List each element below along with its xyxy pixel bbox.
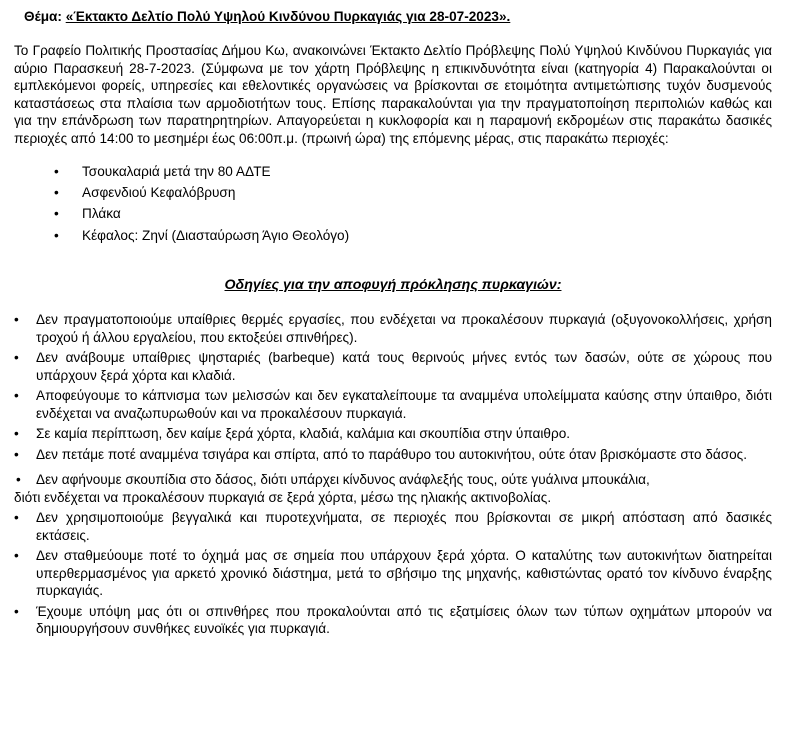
list-item: • Δεν πετάμε ποτέ αναμμένα τσιγάρα και σπίρτα, από το παράθυρο του αυτοκινήτου, ούτε όταν βρισκόμαστε στο δάσος. [14,446,772,464]
list-item: • Δεν σταθμεύουμε ποτέ το όχημά μας σε σημεία που υπάρχουν ξερά χόρτα. Ο καταλύτης των αυτοκινήτων διατηρείται υπερθερμασμένος για αρκετό χρονικό διάστημα, μετά το σβήσιμο της μηχανής, καθιστώντας ορατό τον κίνδυνο έναρξης πυρκαγιάς. [14,547,772,600]
subject-title: «Έκτακτο Δελτίο Πολύ Υψηλού Κινδύνου Πυρκαγιάς για 28-07-2023». [65,9,511,24]
list-item: • Σε καμία περίπτωση, δεν καίμε ξερά χόρτα, κλαδιά, καλάμια και σκουπίδια στην ύπαιθρο. [14,425,772,443]
restricted-areas-list [14,163,772,248]
list-item: • Δεν ανάβουμε υπαίθριες ψησταριές (barbeque) κατά τους θερινούς μήνες εντός των δασών, ούτε σε χώρους που υπάρχουν ξερά χόρτα και κλαδιά. [14,349,772,384]
list-item: • Ασφενδιού Κεφαλόβρυση [54,184,772,205]
garbage-rule-first-line: • Δεν αφήνουμε σκουπίδια στο δάσος, διότι υπάρχει κίνδυνος ανάφλεξής τους, ούτε γυάλινα μπουκάλια, [14,471,772,489]
list-item: • Δεν χρησιμοποιούμε βεγγαλικά και πυροτεχνήματα, σε περιοχές που βρίσκονται σε μικρή απόσταση από δασικές εκτάσεις. [14,509,772,544]
fire-prevention-rules-list [14,311,772,638]
list-item: • Έχουμε υπόψη μας ότι οι σπινθήρες που προκαλούνται από τις εξατμίσεις όλων των τύπων οχημάτων μπορούν να δημιουργήσουν συνθήκες ευνοϊκές για πυρκαγιά. [14,603,772,638]
subject-line [14,8,772,28]
list-item: • Κέφαλος: Ζηνί (Διασταύρωση Άγιο Θεολόγο) [54,227,772,248]
instructions-heading: Οδηγίες για την αποφυγή πρόκλησης πυρκαγιών: [224,276,562,293]
garbage-rule-second-line: διότι ενδέχεται να προκαλέσουν πυρκαγιά σε ξερά χόρτα, μέσω της ηλιακής ακτινοβολίας. [14,489,552,505]
list-item-garbage [14,471,772,506]
list-item: • Τσουκαλαριά μετά την 80 ΑΔΤΕ [54,163,772,184]
list-item: • Δεν πραγματοποιούμε υπαίθριες θερμές εργασίες, που ενδέχεται να προκαλέσουν πυρκαγιά (οξυγονοκολλήσεις, χρήση τροχού ή άλλου εργαλείου, που εκτοξεύει σπινθήρες). [14,311,772,346]
subject-label: Θέμα: [24,9,66,24]
intro-paragraph: Το Γραφείο Πολιτικής Προστασίας Δήμου Κω, ανακοινώνει Έκτακτο Δελτίο Πρόβλεψης Πολύ Υψηλού Κινδύνου Πυρκαγιάς για αύριο Παρασκευή 28-7-2023. (Σύμφωνα με τον χάρτη Πρόβλεψης η επικινδυνότητα είναι (κατηγορία 4) Παρακαλούνται οι εμπλεκόμενοι φορείς, υπηρεσίες και εθελοντικές οργανώσεις να βρίσκονται σε ετοιμότητα αντιμετώπισης τυχόν δυσμενούς καταστάσεως στα πλαίσια των αρμοδιοτήτων τους. Επίσης παρακαλούνται για την πραγματοποίηση περιπολιών καθώς και για την επάνδρωση των παρατηρητηρίων. Απαγορεύεται η κυκλοφορία και η παραμονή εκδρομέων στις παρακάτω δασικές περιοχές από 14:00 το μεσημέρι έως 06:00π.μ. (πρωινή ώρα) της επόμενης μέρας, στις παρακάτω περιοχές: [14,43,772,146]
list-item: • Αποφεύγουμε το κάπνισμα των μελισσών και δεν εγκαταλείπουμε τα αναμμένα υπολείμματα καύσης στην ύπαιθρο, διότι ενδέχεται να αναζωπυρωθούν και να προκαλέσουν πυρκαγιά. [14,387,772,422]
list-item: • Πλάκα [54,205,772,226]
